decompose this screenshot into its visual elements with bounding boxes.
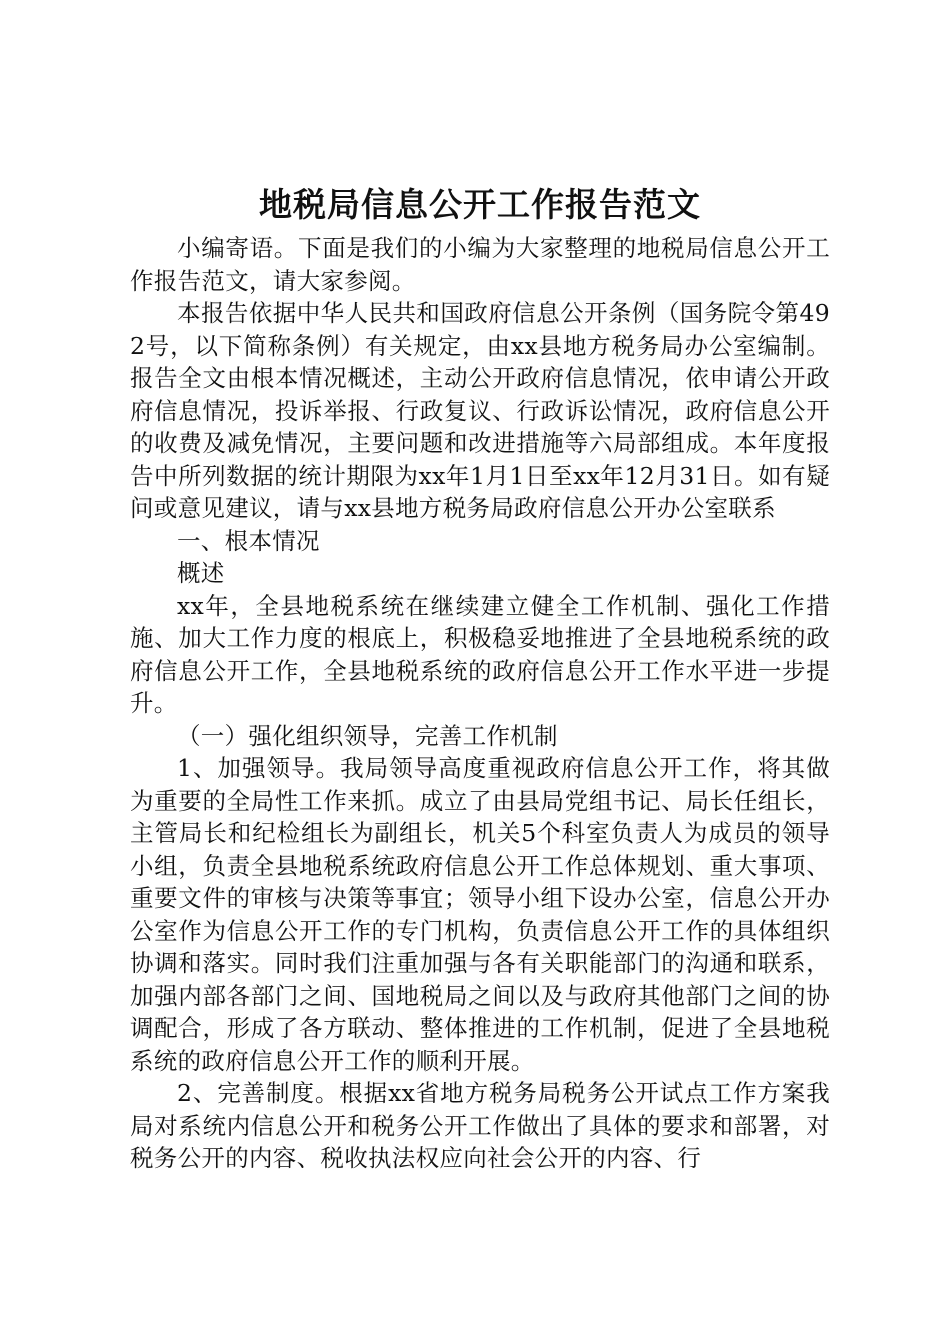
overview-paragraph: xx年，全县地税系统在继续建立健全工作机制、强化工作措施、加大工作力度的根底上，积极稳妥地推进了全县地税系统的政府信息公开工作，全县地税系统的政府信息公开工作水平进一步提升。 — [130, 591, 830, 717]
document-page — [130, 180, 830, 1175]
item2-paragraph: 2、完善制度。根据xx省地方税务局税务公开试点工作方案我局对系统内信息公开和税务公开工作做出了具体的要求和部署，对税务公开的内容、税收执法权应向社会公开的内容、行 — [130, 1079, 830, 1172]
intro-paragraph: 小编寄语。下面是我们的小编为大家整理的地税局信息公开工作报告范文，请大家参阅。 — [130, 234, 830, 295]
document-title: 地税局信息公开工作报告范文 — [259, 185, 701, 224]
subsection-heading-organization: （一）强化组织领导，完善工作机制 — [177, 721, 558, 750]
section-subheading-overview: 概述 — [177, 559, 225, 587]
item1-paragraph: 1、加强领导。我局领导高度重视政府信息公开工作，将其做为重要的全局性工作来抓。成立了由县局党组书记、局长任组长，主管局长和纪检组长为副组长，机关5个科室负责人为成员的领导小组，负责全县地税系统政府信息公开工作总体规划、重大事项、重要文件的审核与决策等事宜；领导小组下设办公室，信息公开办公室作为信息公开工作的专门机构，负责信息公开工作的具体组织协调和落实。同时我们注重加强与各有关职能部门的沟通和联系，加强内部各部门之间、国地税局之间以及与政府其他部门之间的协调配合，形成了各方联动、整体推进的工作机制，促进了全县地税系统的政府信息公开工作的顺利开展。 — [130, 754, 830, 1075]
section-heading-basic: 一、根本情况 — [177, 526, 320, 555]
basis-paragraph: 本报告依据中华人民共和国政府信息公开条例（国务院令第492号，以下简称条例）有关规定，由xx县地方税务局办公室编制。报告全文由根本情况概述，主动公开政府信息情况，依申请公开政府信息情况，投诉举报、行政复议、行政诉讼情况，政府信息公开的收费及减免情况，主要问题和改进措施等六局部组成。本年度报告中所列数据的统计期限为xx年1月1日至xx年12月31日。如有疑问或意见建议，请与xx县地方税务局政府信息公开办公室联系 — [130, 299, 830, 522]
